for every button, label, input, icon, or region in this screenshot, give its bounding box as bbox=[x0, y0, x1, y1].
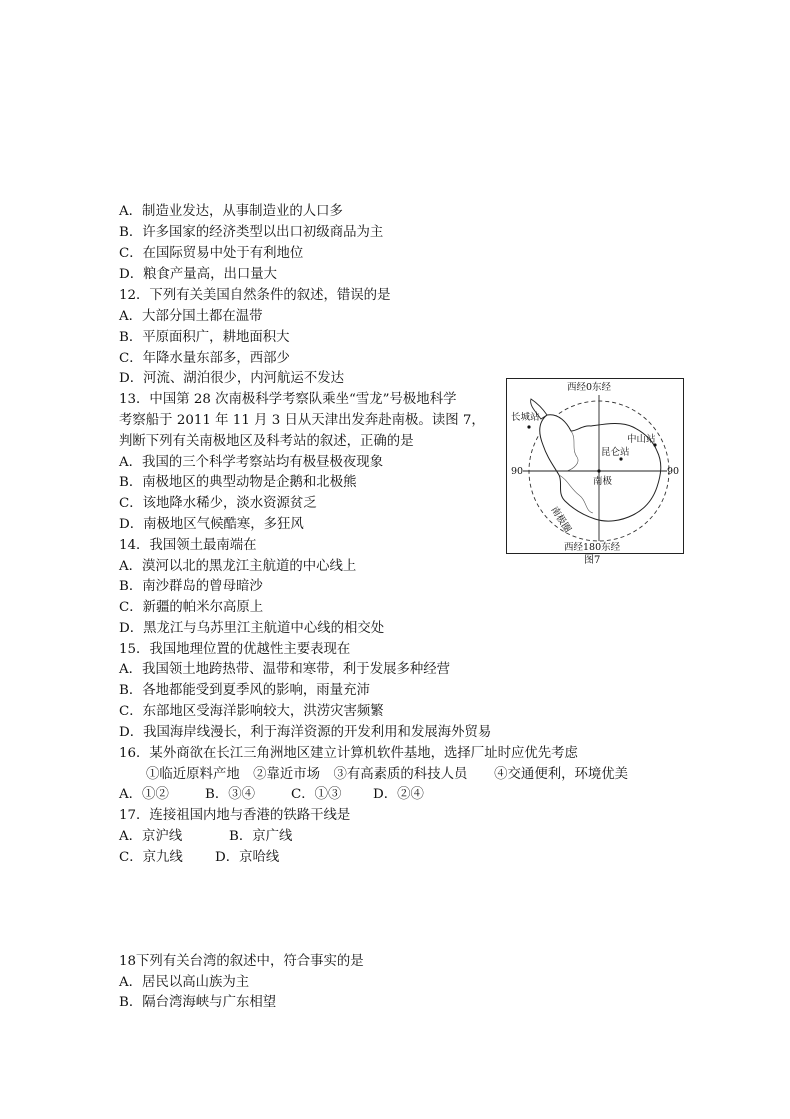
q15-stem: 15．我国地理位置的优越性主要表现在 bbox=[119, 642, 351, 657]
q18-option-b: B．隔台湾海峡与广东相望 bbox=[119, 995, 277, 1010]
q18-option-a: A．居民以高山族为主 bbox=[119, 975, 250, 990]
q13-stem-line-2: 考察船于 2011 年 11 月 3 日从天津出发奔赴南极。读图 7， bbox=[119, 413, 485, 428]
q18-stem: 18下列有关台湾的叙述中，符合事实的是 bbox=[119, 954, 364, 969]
q17-option-d: D．京哈线 bbox=[215, 850, 280, 865]
great-wall-station-label: 长城站 bbox=[511, 412, 540, 423]
q12-option-a: A．大部分国土都在温带 bbox=[119, 309, 263, 324]
great-wall-station-dot bbox=[527, 425, 530, 428]
q12-stem: 12．下列有关美国自然条件的叙述，错误的是 bbox=[119, 288, 391, 303]
antarctica-map-figure bbox=[506, 378, 684, 554]
q15-option-c: C．东部地区受海洋影响较大，洪涝灾害频繁 bbox=[119, 704, 384, 719]
q17-options-row-1 bbox=[119, 828, 292, 845]
q14-option-d: D．黑龙江与乌苏里江主航道中心线的相交处 bbox=[119, 621, 385, 636]
south-pole-dot bbox=[597, 469, 600, 472]
q16-option-c: C．①③ bbox=[291, 787, 342, 802]
q14-option-b: B．南沙群岛的曾母暗沙 bbox=[119, 579, 263, 594]
figure-caption: 图7 bbox=[584, 555, 601, 566]
q16-stem: 16．某外商欲在长江三角洲地区建立计算机软件基地，选择厂址时应优先考虑 bbox=[119, 746, 578, 761]
q12-option-b: B．平原面积广，耕地面积大 bbox=[119, 330, 290, 345]
q15-option-b: B．各地都能受到夏季风的影响，雨量充沛 bbox=[119, 683, 370, 698]
q14-stem: 14．我国领土最南端在 bbox=[119, 538, 257, 553]
antarctic-circle-label: 南极圈 bbox=[548, 504, 573, 535]
q16-option-d: D．②④ bbox=[373, 787, 424, 802]
q17-stem: 17．连接祖国内地与香港的铁路干线是 bbox=[119, 808, 351, 823]
bottom-meridian-label: 西经180东经 bbox=[564, 542, 621, 553]
q13-option-c: C．该地降水稀少，淡水资源贫乏 bbox=[119, 496, 317, 511]
zhongshan-station-label: 中山站 bbox=[627, 434, 656, 445]
kunlun-station-label: 昆仑站 bbox=[601, 447, 630, 458]
q11-option-d: D．粮食产量高，出口量大 bbox=[119, 267, 278, 282]
q16-options-row bbox=[119, 786, 424, 803]
q14-option-c: C．新疆的帕米尔高原上 bbox=[119, 600, 264, 615]
q16-option-b: B．③④ bbox=[205, 787, 256, 802]
left-meridian-label: 90 bbox=[511, 466, 524, 477]
q12-option-c: C．年降水量东部多，西部少 bbox=[119, 351, 290, 366]
q15-option-a: A．我国领土地跨热带、温带和寒带，利于发展多种经营 bbox=[119, 662, 451, 677]
q15-option-d: D．我国海岸线漫长，利于海洋资源的开发利用和发展海外贸易 bbox=[119, 725, 492, 740]
q17-option-b: B．京广线 bbox=[229, 829, 293, 844]
q13-stem-line-1: 13．中国第 28 次南极科学考察队乘坐“雪龙”号极地科学 bbox=[119, 392, 457, 407]
q13-stem-line-3: 判断下列有关南极地区及科考站的叙述，正确的是 bbox=[119, 434, 414, 449]
q13-option-a: A．我国的三个科学考察站均有极昼极夜现象 bbox=[119, 455, 384, 470]
south-pole-label: 南极 bbox=[593, 476, 613, 487]
right-meridian-label: 90 bbox=[667, 466, 680, 477]
q13-option-b: B．南极地区的典型动物是企鹅和北极熊 bbox=[119, 475, 357, 490]
q11-option-a: A．制造业发达，从事制造业的人口多 bbox=[119, 204, 343, 219]
q17-option-c: C．京九线 bbox=[119, 850, 183, 865]
q16-option-a: A．①② bbox=[119, 787, 169, 802]
q17-option-a: A．京沪线 bbox=[119, 829, 183, 844]
q12-option-d: D．河流、湖泊很少，内河航运不发达 bbox=[119, 371, 344, 386]
antarctica-map-svg bbox=[507, 379, 683, 553]
q11-option-b: B．许多国家的经济类型以出口初级商品为主 bbox=[119, 225, 384, 240]
q11-option-c: C．在国际贸易中处于有利地位 bbox=[119, 246, 304, 261]
q14-option-a: A．漠河以北的黑龙江主航道的中心线上 bbox=[119, 559, 357, 574]
q13-option-d: D．南极地区气候酷寒，多狂风 bbox=[119, 517, 304, 532]
top-meridian-label: 西经0东经 bbox=[567, 382, 612, 393]
q16-items: ①临近原料产地 ②靠近市场 ③有高素质的科技人员 ④交通便利，环境优美 bbox=[146, 767, 629, 782]
q17-options-row-2 bbox=[119, 849, 279, 866]
